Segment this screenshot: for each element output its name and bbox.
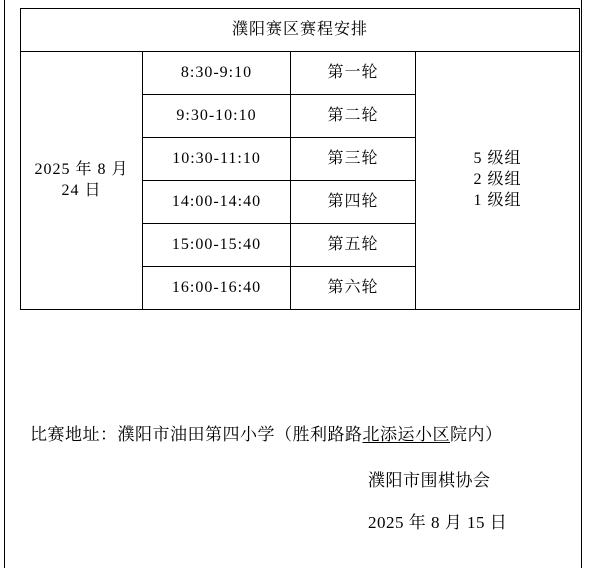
date-line-1: 2025 年 8 月 — [34, 160, 129, 178]
schedule-table — [20, 8, 580, 310]
round-cell: 第四轮 — [291, 181, 416, 224]
time-cell: 10:30-11:10 — [143, 138, 291, 181]
date-cell — [21, 52, 143, 310]
schedule-title: 濮阳赛区赛程安排 — [21, 9, 580, 52]
date-line-2: 24 日 — [61, 181, 102, 199]
group-label-1: 5 级组 — [473, 150, 522, 168]
round-cell: 第五轮 — [291, 224, 416, 267]
round-cell: 第三轮 — [291, 138, 416, 181]
round-cell: 第六轮 — [291, 267, 416, 310]
table-row — [21, 52, 580, 95]
time-cell: 15:00-15:40 — [143, 224, 291, 267]
address-prefix: 比赛地址：濮阳市油田第四小学（胜利路路 — [30, 425, 363, 444]
address-line — [30, 420, 503, 445]
group-label-3: 1 级组 — [473, 191, 522, 209]
round-cell: 第二轮 — [291, 95, 416, 138]
page-right-border — [581, 0, 582, 568]
round-cell: 第一轮 — [291, 52, 416, 95]
time-cell: 8:30-9:10 — [143, 52, 291, 95]
time-cell: 16:00-16:40 — [143, 267, 291, 310]
table-row-title — [21, 9, 580, 52]
time-cell: 9:30-10:10 — [143, 95, 291, 138]
time-cell: 14:00-14:40 — [143, 181, 291, 224]
signature-date-line: 2025 年 8 月 15 日 — [368, 513, 508, 532]
group-label-2: 2 级组 — [473, 171, 522, 189]
organization-line: 濮阳市围棋协会 — [368, 471, 491, 490]
address-suffix: 院内） — [450, 425, 503, 444]
group-cell — [416, 52, 580, 310]
address-underlined-part: 北添运小区 — [362, 425, 450, 444]
page-left-border — [4, 0, 5, 568]
